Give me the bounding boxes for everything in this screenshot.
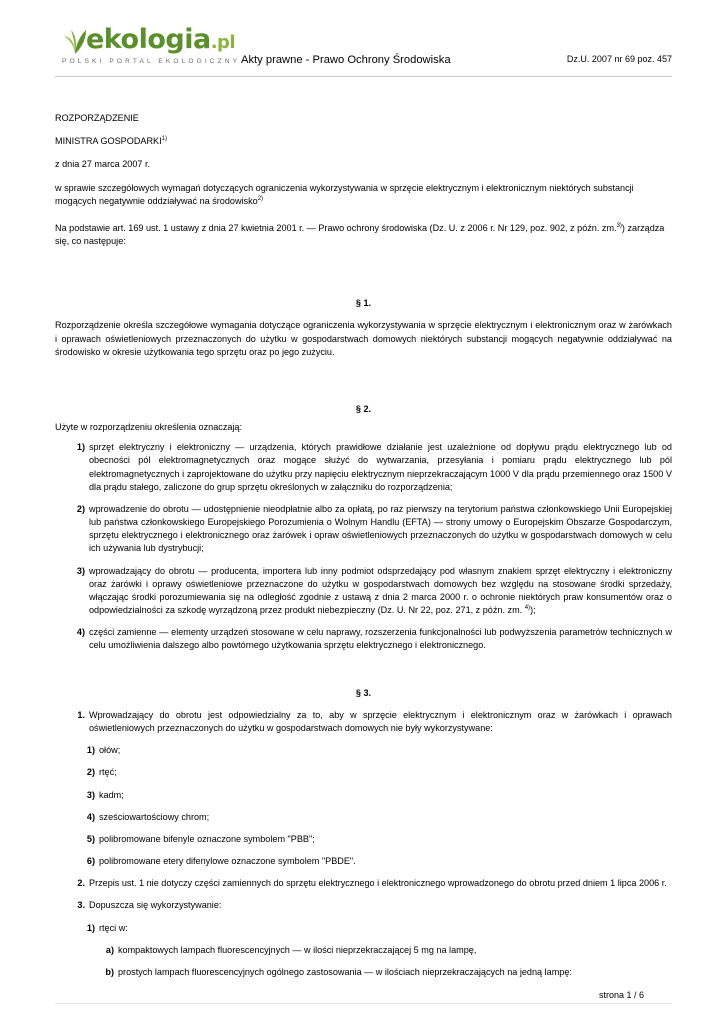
item-letter: a) — [105, 944, 114, 955]
page-header — [0, 0, 725, 86]
item-text: polibromowane etery difenylowe oznaczone symbolem "PBDE". — [99, 856, 356, 867]
item-text: wprowadzający do obrotu — producenta, importera lub inny podmiot odsprzedający pod własnym znakiem sprzęt elektryczny i elektroniczny oraz żarówki i oprawy oświetleniowe przeznaczone do użytku w gospodarstwach domowych bez względu na stosowane środki sprzedaży, włączając środki porozumiewania się na odległość zgodnie z ustawą z dnia 2 marca 2000 r. o ochronie niektórych praw konsumentów oraz o odpowiedzialności za szkodę wyrządzoną przez produkt niebezpieczny (Dz. U. Nr 22, poz. 271, z późn. zm. — [89, 565, 672, 616]
document-type: ROZPORZĄDZENIE — [55, 113, 139, 123]
item-number: 6) — [86, 856, 95, 867]
leaf-icon — [62, 26, 88, 56]
item-number: 5) — [86, 833, 95, 844]
item-text: rtęć; — [99, 767, 117, 778]
logo-wordmark — [86, 24, 235, 59]
item-letter: b) — [105, 966, 114, 977]
journal-reference: Dz.U. 2007 nr 69 poz. 457 — [566, 54, 672, 64]
item-text: kompaktowych lampach fluorescencyjnych — w ilości nieprzekraczającej 5 mg na lampę, — [118, 944, 477, 955]
substance-item — [55, 833, 672, 846]
item-text: wprowadzenie do obrotu — udostępnienie nieodpłatnie albo za opłatą, po raz pierwszy na terytorium państwa członkowskiego Unii Europejskiej lub państwa członkowskiego Europejskiego Porozumienia o Wolnym Handlu (EFTA) — strony umowy o Europejskim Obszarze Gospodarczym, sprzętu elektrycznego i elektronicznego oraz żarówek i opraw oświetleniowych przeznaczonych do użytku w gospodarstwach domowych w celu ich używania lub dystrybucji; — [89, 503, 672, 554]
legal-basis-text: Na podstawie art. 169 ust. 1 ustawy z dnia 27 kwietnia 2001 r. — Prawo ochrony środowiska (Dz. U. z 2006 r. Nr 129, poz. 902, z późn. zm. — [55, 222, 617, 233]
item-text: sześciowartościowy chrom; — [99, 811, 210, 822]
footnote-ref[interactable]: 2) — [257, 195, 264, 202]
exemption-subitem — [55, 944, 672, 957]
logo-tagline: POLSKI PORTAL EKOLOGICZNY — [62, 58, 241, 65]
issuer-name: MINISTRA GOSPODARKI — [55, 136, 162, 147]
item-text: Wprowadzający do obrotu jest odpowiedzialny za to, aby w sprzęcie elektrycznym i elektronicznym oraz w żarówkach i oprawach oświetleniowych przeznaczonych do użytku w gospodarstwach domowych nie były wykorzystywane: — [89, 709, 672, 733]
item-text: ołów; — [99, 745, 121, 756]
definitions-intro: Użyte w rozporządzeniu określenia oznaczają: — [55, 422, 243, 433]
item-text-wrap — [89, 565, 672, 618]
item-text: kadm; — [99, 789, 124, 800]
exemption-item — [55, 922, 672, 935]
document-subject — [55, 182, 672, 208]
paragraph-item — [55, 899, 672, 912]
item-text: części zamienne — elementy urządzeń stosowane w celu naprawy, rozszerzenia funkcjonalności lub podwyższenia parametrów technicznych w celu umożliwienia dalszego albo powtórnego użytkowania sprzętu elektrycznego i elektronicznego. — [89, 627, 672, 651]
legal-basis-tail: ) zarządza się, co następuje: — [55, 222, 665, 247]
item-number: 1. — [77, 709, 85, 720]
item-number: 2. — [77, 878, 85, 889]
item-text: polibromowane bifenyle oznaczone symbolem "PBB"; — [99, 833, 315, 844]
substance-item — [55, 744, 672, 757]
header-divider — [55, 76, 672, 77]
item-number: 1) — [86, 922, 95, 933]
section-heading: § 1. — [355, 298, 372, 309]
footnote-ref[interactable]: 3) — [616, 222, 622, 229]
page-number: strona 1 / 6 — [598, 990, 644, 1000]
document-date: z dnia 27 marca 2007 r. — [55, 159, 151, 170]
item-number: 2) — [86, 767, 95, 778]
item-text: prostych lampach fluorescencyjnych ogólnego zastosowania — w ilościach nieprzekraczających na jedną lampę: — [118, 966, 572, 977]
section-text: Rozporządzenie określa szczegółowe wymagania dotyczące ograniczenia wykorzystywania w sprzęcie elektrycznym i elektronicznym oraz w żarówkach i oprawach oświetleniowych przeznaczonych do użytku w gospodarstwach domowych niektórych substancji mogących negatywnie oddziaływać na środowisko w okresie użytkowania tego sprzętu oraz po jego zużyciu. — [55, 320, 672, 357]
exemption-subitem — [55, 966, 672, 979]
item-number: 3. — [77, 900, 85, 911]
substance-item — [55, 789, 672, 802]
footnote-ref[interactable]: 4) — [524, 605, 531, 612]
section-heading: § 3. — [355, 687, 372, 698]
item-number: 3) — [86, 789, 95, 800]
item-number: 4) — [76, 627, 85, 638]
definition-item — [55, 626, 672, 652]
item-number: 1) — [86, 745, 95, 756]
substance-item — [55, 766, 672, 779]
substance-item — [55, 855, 672, 868]
item-text: rtęci w: — [99, 922, 128, 933]
item-number: 4) — [86, 811, 95, 822]
logo-tld: .pl — [210, 32, 236, 53]
issuer — [55, 135, 672, 148]
definition-item — [55, 565, 672, 618]
logo-word: ekologia — [86, 24, 211, 55]
item-text: sprzęt elektryczny i elektroniczny — urządzenia, których prawidłowe działanie jest uzależnione od dopływu prądu elektrycznego lub od obecności pól elektromagnetycznych oraz mogące służyć do wytwarzania, przesyłania i pomiaru prądu elektrycznego lub pól elektromagnetycznych i zaprojektowane do użytku przy napięciu elektrycznym nieprzekraczającym 1000 V dla prądu przemiennego oraz 1500 V dla prądu stałego, zaliczone do grup sprzętu określonych w załączniku do rozporządzenia; — [89, 442, 672, 492]
paragraph-item — [55, 877, 672, 890]
footnote-ref[interactable]: 1) — [161, 136, 167, 143]
substance-item — [55, 811, 672, 824]
definition-item — [55, 441, 672, 494]
definition-item — [55, 503, 672, 556]
item-number: 1) — [76, 442, 85, 453]
paragraph-item — [55, 709, 672, 735]
subject-text: w sprawie szczegółowych wymagań dotyczących ograniczenia wykorzystywania w sprzęcie elektrycznym i elektronicznym niektórych substancji mogących negatywnie oddziaływać na środowisko — [55, 182, 634, 206]
document-body — [55, 112, 672, 988]
item-number: 2) — [76, 503, 85, 514]
item-text: Dopuszcza się wykorzystywanie: — [89, 900, 222, 911]
ekologia-logo[interactable] — [58, 22, 241, 70]
footer-divider — [55, 1003, 672, 1004]
legal-basis — [55, 222, 672, 248]
section-heading: § 2. — [355, 403, 372, 414]
item-text: Przepis ust. 1 nie dotyczy części zamiennych do sprzętu elektrycznego i elektronicznego wprowadzonego do obrotu przed dniem 1 lipca 2006 r. — [89, 878, 667, 889]
header-title: Akty prawne - Prawo Ochrony Środowiska — [241, 54, 451, 66]
item-text-tail: ); — [530, 605, 536, 616]
item-number: 3) — [76, 565, 85, 576]
